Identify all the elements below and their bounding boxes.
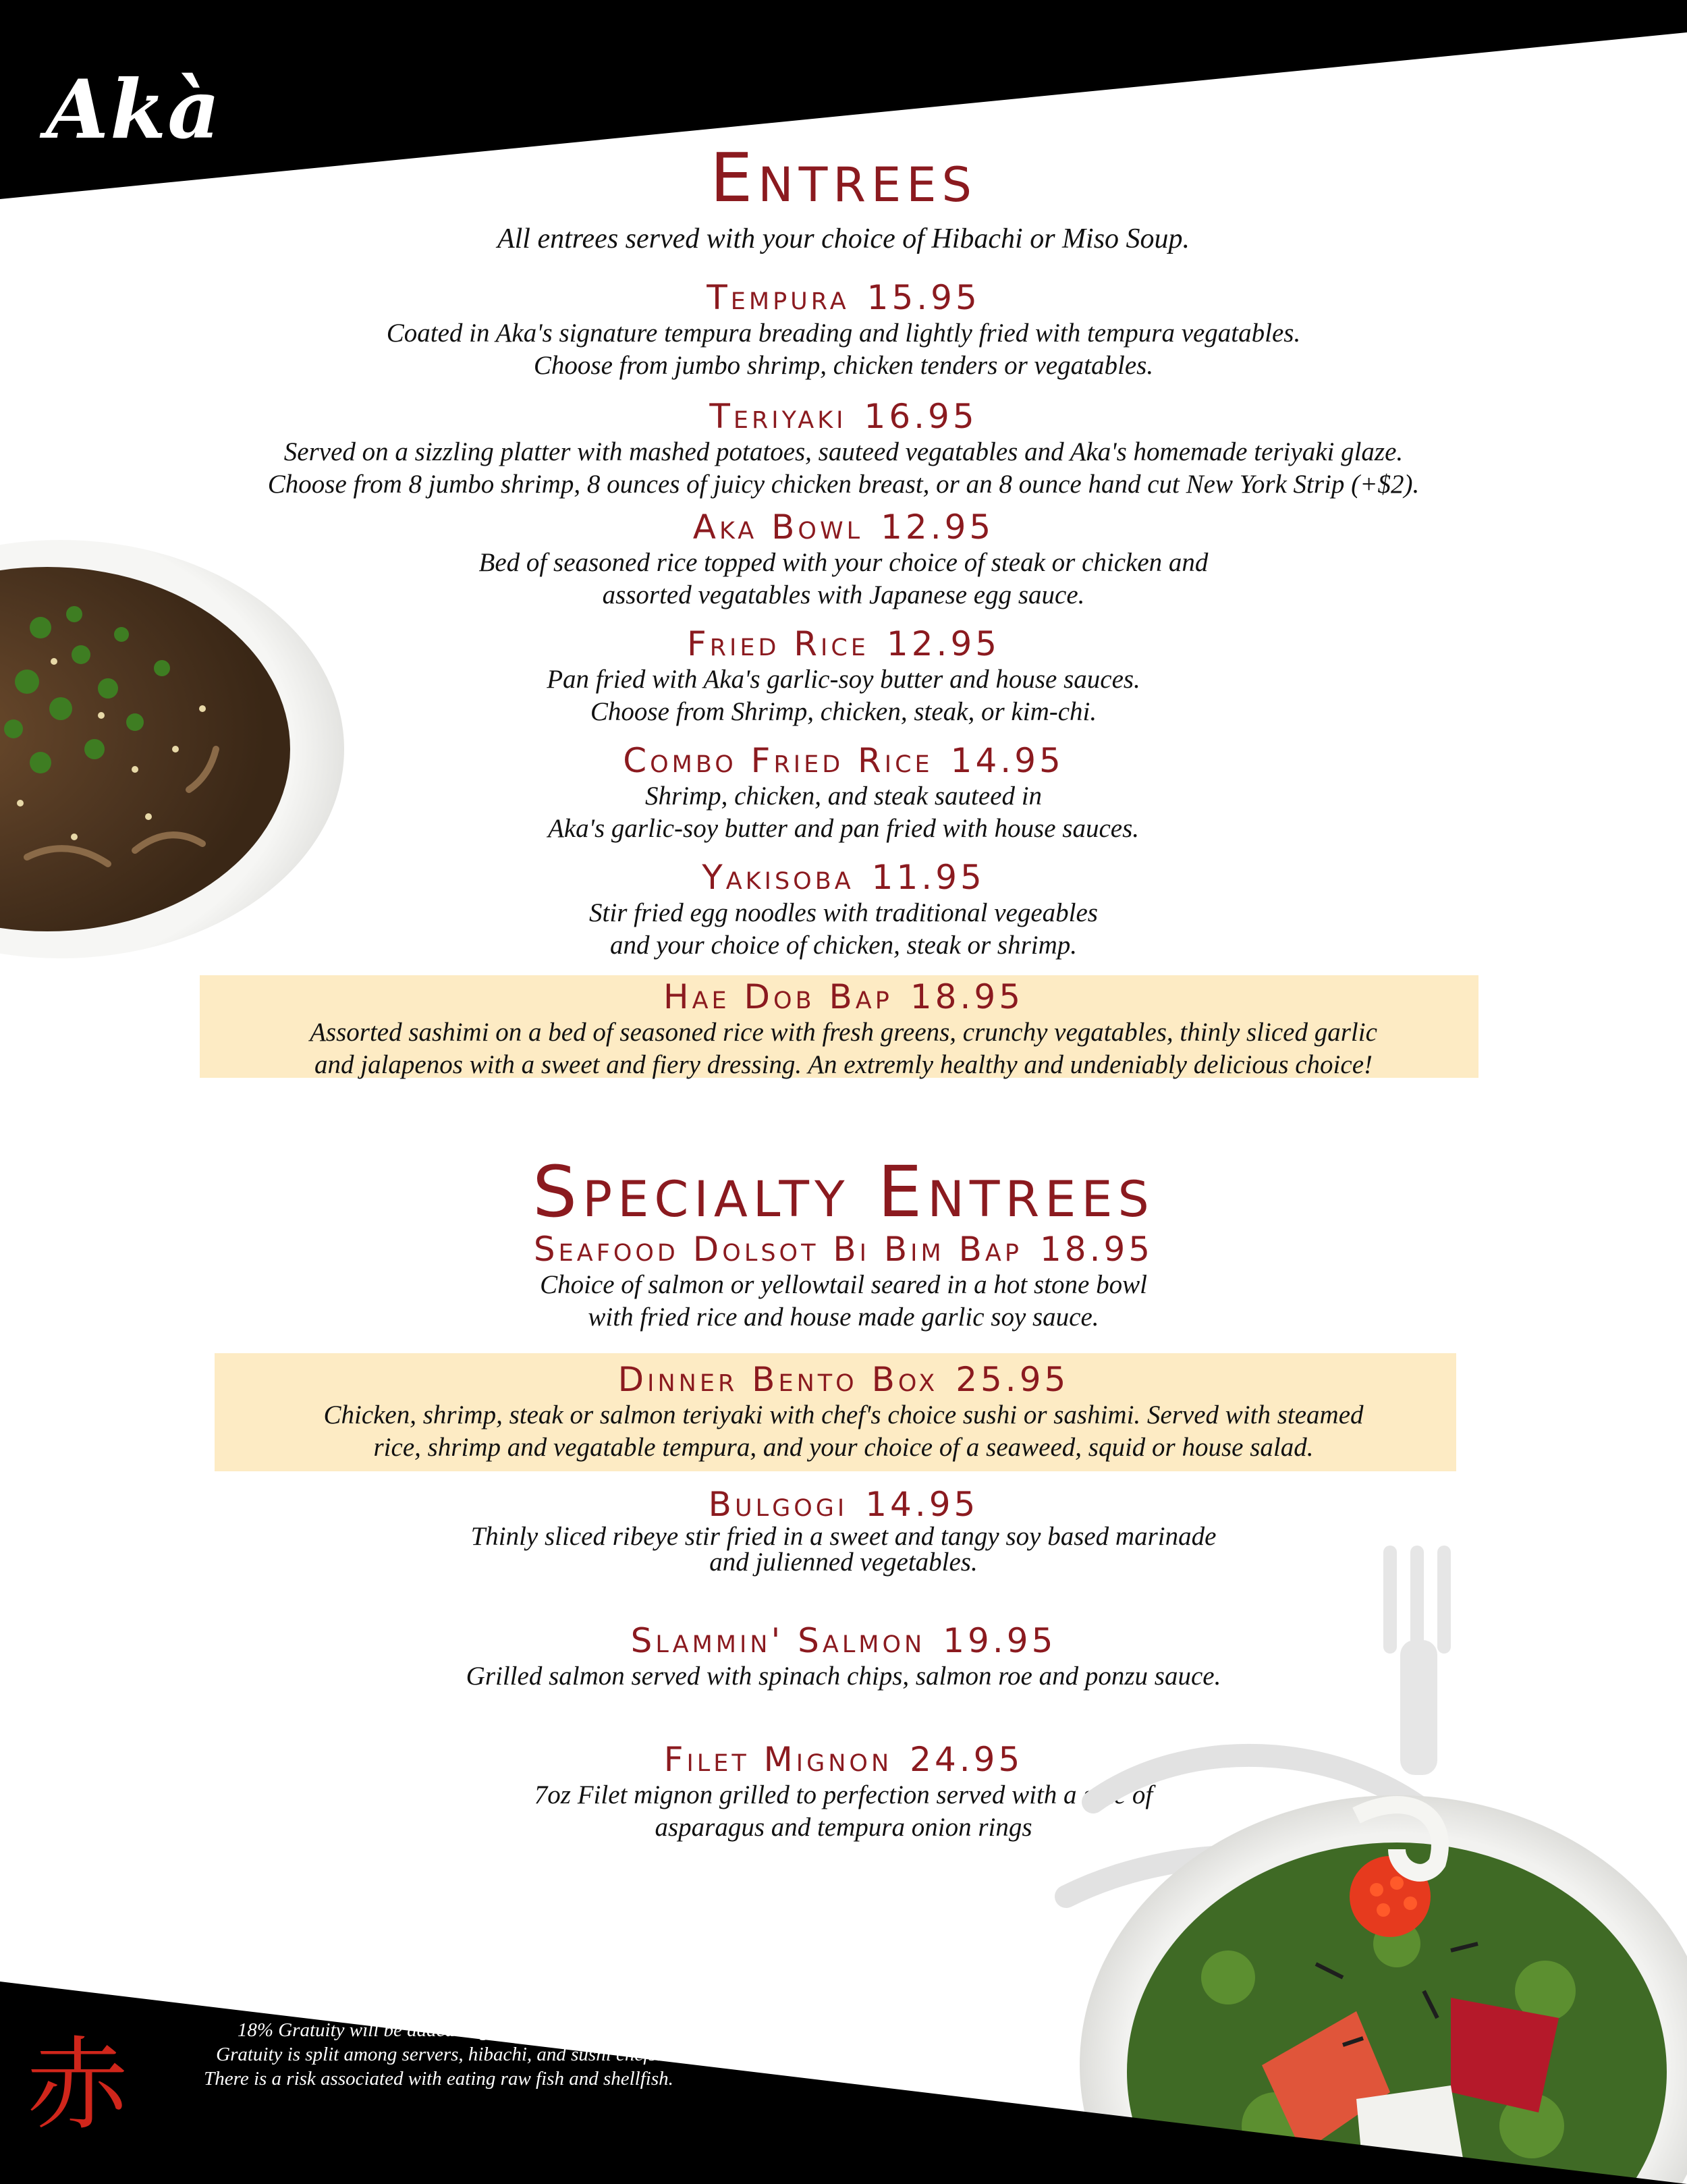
- item-name: Dinner Bento Box: [617, 1360, 939, 1399]
- item-desc-line: rice, shrimp and vegatable tempura, and your choice of a seaweed, squid or house salad.: [373, 1433, 1314, 1462]
- item-desc-line: assorted vegatables with Japanese egg sauce.: [602, 580, 1085, 609]
- item-desc-line: Choose from 8 jumbo shrimp, 8 ounces of juicy chicken breast, or an 8 ounce hand cut New York Strip (+$2).: [267, 470, 1420, 499]
- item-name: Aka Bowl: [692, 508, 864, 547]
- item-price: 14.95: [950, 741, 1064, 780]
- menu-item-dinner-bento-box: [0, 1360, 1687, 1464]
- item-price: 16.95: [864, 397, 978, 436]
- menu-item-tempura: [0, 278, 1687, 382]
- item-desc-line: and your choice of chicken, steak or shrimp.: [609, 931, 1078, 960]
- item-desc-line: Choose from Shrimp, chicken, steak, or kim-chi.: [590, 697, 1097, 726]
- item-desc-line: Choice of salmon or yellowtail seared in a hot stone bowl: [540, 1270, 1147, 1299]
- entrees-subtitle: All entrees served with your choice of Hibachi or Miso Soup.: [497, 223, 1190, 254]
- item-desc-line: Shrimp, chicken, and steak sauteed in: [644, 782, 1043, 811]
- item-price: 14.95: [865, 1485, 979, 1524]
- item-price: 18.95: [1039, 1230, 1154, 1269]
- entrees-title: Entrees: [710, 138, 977, 217]
- menu-item-hae-dob-bap: [0, 977, 1687, 1081]
- item-desc-line: Thinly sliced ribeye stir fried in a sweet and tangy soy based marinade: [470, 1522, 1217, 1551]
- item-desc-line: Pan fried with Aka's garlic-soy butter and house sauces.: [547, 665, 1140, 694]
- item-price: 12.95: [881, 508, 995, 547]
- item-desc-line: Assorted sashimi on a bed of seasoned rice with fresh greens, crunchy vegatables, thinly sliced garlic: [310, 1018, 1377, 1047]
- bulgogi-photo: [0, 533, 351, 972]
- item-name: Filet Mignon: [663, 1740, 893, 1779]
- footer-line: There is a risk associated with eating raw fish and shellfish.: [204, 2068, 673, 2090]
- item-name: Teriyaki: [709, 397, 847, 436]
- item-desc-line: Served on a sizzling platter with mashed potatoes, sauteed vegatables and Aka's homemade teriyaki glaze.: [283, 437, 1404, 466]
- item-desc-line: Chicken, shrimp, steak or salmon teriyaki with chef's choice sushi or sashimi. Served with steamed: [323, 1400, 1364, 1429]
- item-price: 12.95: [886, 624, 1001, 663]
- item-name: Tempura: [707, 278, 850, 317]
- item-name: Seafood Dolsot Bi Bim Bap: [533, 1230, 1022, 1269]
- menu-item-teriyaki: [0, 397, 1687, 501]
- menu-item-dolsot-bibimbap: [0, 1230, 1687, 1334]
- footer-notes: [135, 2018, 742, 2091]
- item-desc-line: and jalapenos with a sweet and fiery dressing. An extremly healthy and undeniably delicious choice!: [314, 1050, 1373, 1079]
- item-desc-line: asparagus and tempura onion rings: [655, 1813, 1032, 1842]
- item-price: 15.95: [866, 278, 980, 317]
- item-desc-line: and julienned vegetables.: [709, 1548, 978, 1577]
- item-price: 11.95: [871, 858, 985, 897]
- item-desc-line: Aka's garlic-soy butter and pan fried with house sauces.: [548, 814, 1139, 843]
- item-name: Combo Fried Rice: [623, 741, 933, 780]
- item-desc-line: Choose from jumbo shrimp, chicken tenders or vegatables.: [533, 351, 1154, 380]
- logo: Akà: [46, 62, 222, 157]
- footer-line: Gratuity is split among servers, hibachi, and sushi chefs.: [216, 2044, 661, 2065]
- item-price: 19.95: [943, 1621, 1057, 1660]
- item-price: 24.95: [910, 1740, 1024, 1779]
- item-price: 18.95: [910, 977, 1024, 1016]
- item-price: 25.95: [956, 1360, 1070, 1399]
- item-desc-line: Coated in Aka's signature tempura breading and lightly fried with tempura vegatables.: [386, 319, 1301, 348]
- kanji-aka-icon: 赤: [27, 2027, 129, 2144]
- item-desc-line: Bed of seasoned rice topped with your choice of steak or chicken and: [478, 548, 1209, 577]
- item-name: Yakisoba: [702, 858, 854, 897]
- item-name: Hae Dob Bap: [663, 977, 893, 1016]
- item-desc-line: Stir fried egg noodles with traditional vegeables: [589, 898, 1098, 927]
- footer-line: 18% Gratuity will be added to groups of 5 or more.: [237, 2019, 640, 2041]
- item-desc-line: Grilled salmon served with spinach chips, salmon roe and ponzu sauce.: [466, 1662, 1221, 1691]
- item-name: Fried Rice: [686, 624, 869, 663]
- item-name: Slammin' Salmon: [630, 1621, 926, 1660]
- specialty-title: Specialty Entrees: [532, 1151, 1155, 1233]
- item-desc-line: with fried rice and house made garlic soy sauce.: [588, 1303, 1099, 1332]
- item-name: Bulgogi: [708, 1485, 848, 1524]
- item-desc-line: 7oz Filet mignon grilled to perfection served with a side of: [534, 1780, 1153, 1809]
